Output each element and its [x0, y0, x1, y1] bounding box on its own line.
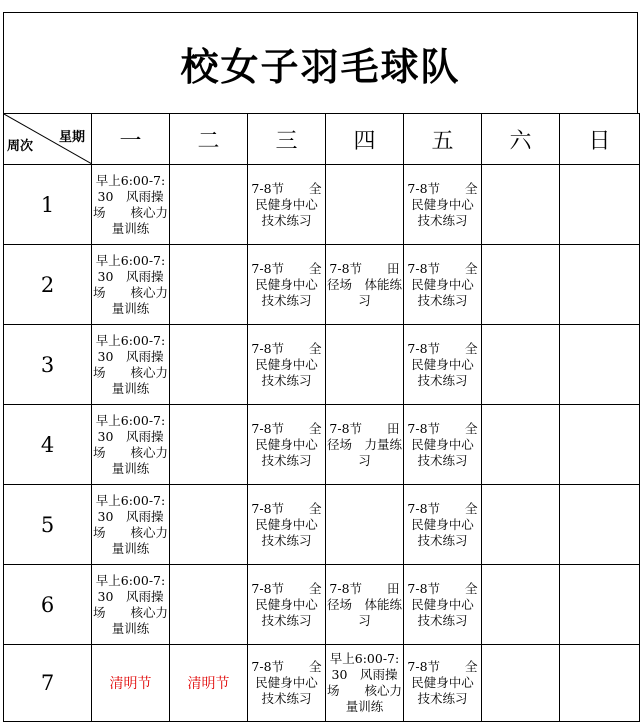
schedule-cell: [560, 645, 640, 722]
day-header: 三: [248, 114, 326, 165]
schedule-cell: [482, 485, 560, 565]
schedule-cell: 早上6:00-7:30 风雨操场 核心力量训练: [92, 245, 170, 325]
schedule-cell: 7-8节 田径场 力量练习: [326, 405, 404, 485]
schedule-cell: 早上6:00-7:30 风雨操场 核心力量训练: [92, 565, 170, 645]
header-row: [4, 114, 640, 165]
table-row: [4, 565, 640, 645]
schedule-cell: [560, 325, 640, 405]
schedule-cell: 7-8节 全民健身中心 技术练习: [248, 645, 326, 722]
schedule-cell: 7-8节 全民健身中心 技术练习: [248, 565, 326, 645]
schedule-cell: 7-8节 全民健身中心 技术练习: [404, 245, 482, 325]
schedule-cell: [326, 325, 404, 405]
schedule-cell: 7-8节 全民健身中心 技术练习: [404, 405, 482, 485]
schedule-cell: [170, 405, 248, 485]
week-number: 6: [4, 565, 92, 645]
corner-label-week: 周次: [7, 139, 34, 154]
schedule-cell: 7-8节 全民健身中心 技术练习: [404, 165, 482, 245]
schedule-cell: 早上6:00-7:30 风雨操场 核心力量训练: [92, 325, 170, 405]
schedule-cell: [170, 325, 248, 405]
schedule-cell: [482, 325, 560, 405]
schedule-cell: 7-8节 全民健身中心 技术练习: [404, 645, 482, 722]
week-number: 3: [4, 325, 92, 405]
week-number: 4: [4, 405, 92, 485]
table-row: [4, 245, 640, 325]
holiday-cell: 清明节: [170, 645, 248, 722]
schedule-cell: [560, 565, 640, 645]
day-header: 四: [326, 114, 404, 165]
schedule-cell: 7-8节 全民健身中心 技术练习: [248, 165, 326, 245]
week-number: 1: [4, 165, 92, 245]
schedule-cell: 7-8节 全民健身中心 技术练习: [404, 325, 482, 405]
schedule-cell: [326, 485, 404, 565]
schedule-cell: 7-8节 全民健身中心 技术练习: [404, 485, 482, 565]
schedule-table: [3, 113, 640, 722]
schedule-cell: [326, 165, 404, 245]
schedule-cell: [560, 485, 640, 565]
day-header: 五: [404, 114, 482, 165]
schedule-cell: 7-8节 全民健身中心 技术练习: [248, 245, 326, 325]
table-row: [4, 485, 640, 565]
table-row: [4, 645, 640, 722]
schedule-cell: [482, 245, 560, 325]
schedule-cell: [170, 485, 248, 565]
week-number: 5: [4, 485, 92, 565]
schedule-cell: [482, 565, 560, 645]
schedule-cell: [560, 405, 640, 485]
schedule-cell: [170, 245, 248, 325]
day-header: 日: [560, 114, 640, 165]
schedule-cell: 7-8节 全民健身中心 技术练习: [248, 325, 326, 405]
schedule-cell: [170, 565, 248, 645]
day-header: 六: [482, 114, 560, 165]
corner-cell: [4, 114, 92, 165]
schedule-cell: [560, 245, 640, 325]
week-number: 2: [4, 245, 92, 325]
schedule-cell: 7-8节 田径场 体能练习: [326, 565, 404, 645]
schedule-cell: [482, 405, 560, 485]
page-title: 校女子羽毛球队: [180, 44, 461, 89]
holiday-cell: 清明节: [92, 645, 170, 722]
schedule-cell: [482, 645, 560, 722]
schedule-cell: 7-8节 全民健身中心 技术练习: [404, 565, 482, 645]
table-row: [4, 165, 640, 245]
day-header: 二: [170, 114, 248, 165]
schedule-cell: [170, 165, 248, 245]
table-row: [4, 405, 640, 485]
table-row: [4, 325, 640, 405]
week-number: 7: [4, 645, 92, 722]
schedule-cell: 7-8节 全民健身中心 技术练习: [248, 405, 326, 485]
schedule-cell: 7-8节 全民健身中心 技术练习: [248, 485, 326, 565]
schedule-cell: [560, 165, 640, 245]
title-cell: [3, 12, 638, 113]
schedule-cell: 早上6:00-7:30 风雨操场 核心力量训练: [92, 165, 170, 245]
schedule-cell: 7-8节 田径场 体能练习: [326, 245, 404, 325]
schedule-cell: [482, 165, 560, 245]
schedule-cell: 早上6:00-7:30 风雨操场 核心力量训练: [92, 485, 170, 565]
corner-label-weekday: 星期: [58, 130, 85, 145]
schedule-cell: 早上6:00-7:30 风雨操场 核心力量训练: [92, 405, 170, 485]
day-header: 一: [92, 114, 170, 165]
schedule-cell: 早上6:00-7:30 风雨操场 核心力量训练: [326, 645, 404, 722]
